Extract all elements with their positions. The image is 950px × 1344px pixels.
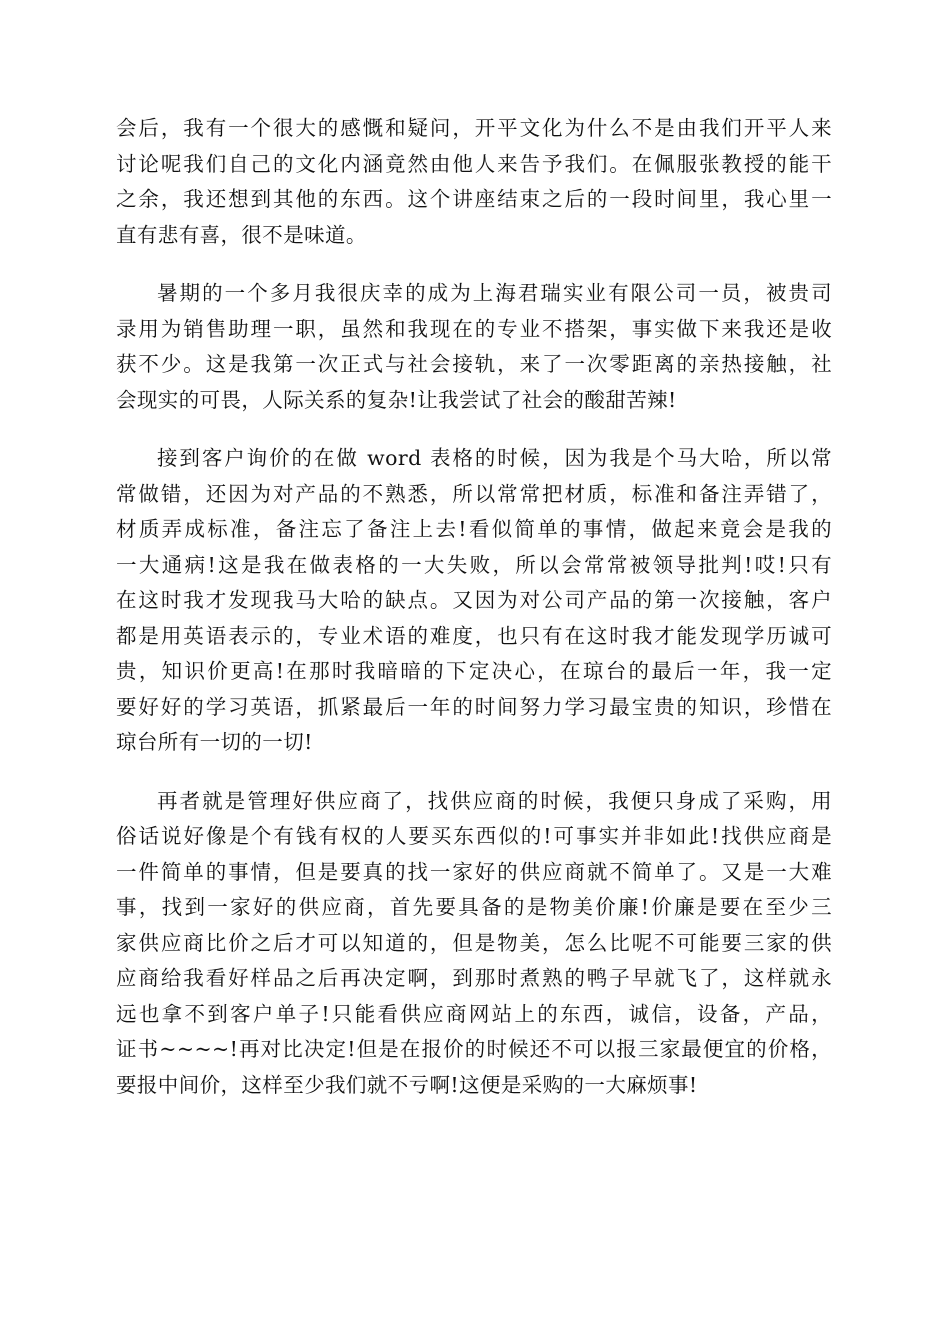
text-line: 会现实的可畏，人际关系的复杂!让我尝试了社会的酸甜苦辣! bbox=[116, 387, 677, 412]
text-line: 暑期的一个多月我很庆幸的成为上海君瑞实业有限公司一员，被贵司 bbox=[157, 281, 832, 305]
text-line: 在这时我才发现我马大哈的缺点。又因为对公司产品的第一次接触，客户 bbox=[116, 588, 832, 612]
text-line: 再者就是管理好供应商了，找供应商的时候，我便只身成了采购，用 bbox=[157, 788, 832, 813]
text-line: 事，找到一家好的供应商，首先要具备的是物美价廉!价廉是要在至少三 bbox=[116, 895, 832, 919]
text-line: 一大通病!这是我在做表格的一大失败，所以会常常被领导批判!哎!只有 bbox=[116, 552, 832, 577]
text-line: 远也拿不到客户单子!只能看供应商网站上的东西，诚信，设备，产品， bbox=[116, 1001, 832, 1026]
text-line: 录用为销售助理一职，虽然和我现在的专业不搭架，事实做下来我还是收 bbox=[116, 316, 832, 341]
text-line: 琼台所有一切的一切! bbox=[116, 730, 313, 754]
text-line: 证书~~~~!再对比决定!但是在报价的时候还不可以报三家最便宜的价格， bbox=[116, 1037, 832, 1061]
paragraph-3 bbox=[116, 441, 832, 761]
paragraph-4 bbox=[116, 784, 832, 1104]
text-line: 接到客户询价的在做 word 表格的时候，因为我是个马大哈，所以常 bbox=[157, 446, 832, 470]
text-line: 直有悲有喜，很不是味道。 bbox=[116, 222, 367, 247]
paragraph-1 bbox=[116, 111, 832, 253]
text-line: 俗话说好像是个有钱有权的人要买东西似的!可事实并非如此!找供应商是 bbox=[116, 824, 832, 848]
text-line: 贵，知识价更高!在那时我暗暗的下定决心，在琼台的最后一年，我一定 bbox=[116, 659, 832, 683]
text-line: 应商给我看好样品之后再决定啊，到那时煮熟的鸭子早就飞了，这样就永 bbox=[116, 966, 832, 990]
text-line: 材质弄成标准，备注忘了备注上去!看似简单的事情，做起来竟会是我的 bbox=[116, 517, 832, 541]
text-line: 家供应商比价之后才可以知道的，但是物美，怎么比呢不可能要三家的供 bbox=[116, 930, 832, 955]
text-line: 一件简单的事情，但是要真的找一家好的供应商就不简单了。又是一大难 bbox=[116, 859, 832, 884]
document-body bbox=[116, 111, 832, 1126]
text-line: 要报中间价，这样至少我们就不亏啊!这便是采购的一大麻烦事! bbox=[116, 1072, 698, 1097]
text-line: 要好好的学习英语，抓紧最后一年的时间努力学习最宝贵的知识，珍惜在 bbox=[116, 694, 832, 719]
text-line: 之余，我还想到其他的东西。这个讲座结束之后的一段时间里，我心里一 bbox=[116, 187, 832, 211]
paragraph-2 bbox=[116, 276, 832, 418]
text-line: 会后，我有一个很大的感慨和疑问，开平文化为什么不是由我们开平人来 bbox=[116, 116, 832, 140]
text-line: 常做错，还因为对产品的不熟悉，所以常常把材质，标准和备注弄错了， bbox=[116, 481, 832, 506]
text-line: 都是用英语表示的，专业术语的难度，也只有在这时我才能发现学历诚可 bbox=[116, 623, 832, 648]
text-line: 讨论呢我们自己的文化内涵竟然由他人来告予我们。在佩服张教授的能干 bbox=[116, 151, 832, 176]
text-line: 获不少。这是我第一次正式与社会接轨，来了一次零距离的亲热接触，社 bbox=[116, 352, 832, 376]
